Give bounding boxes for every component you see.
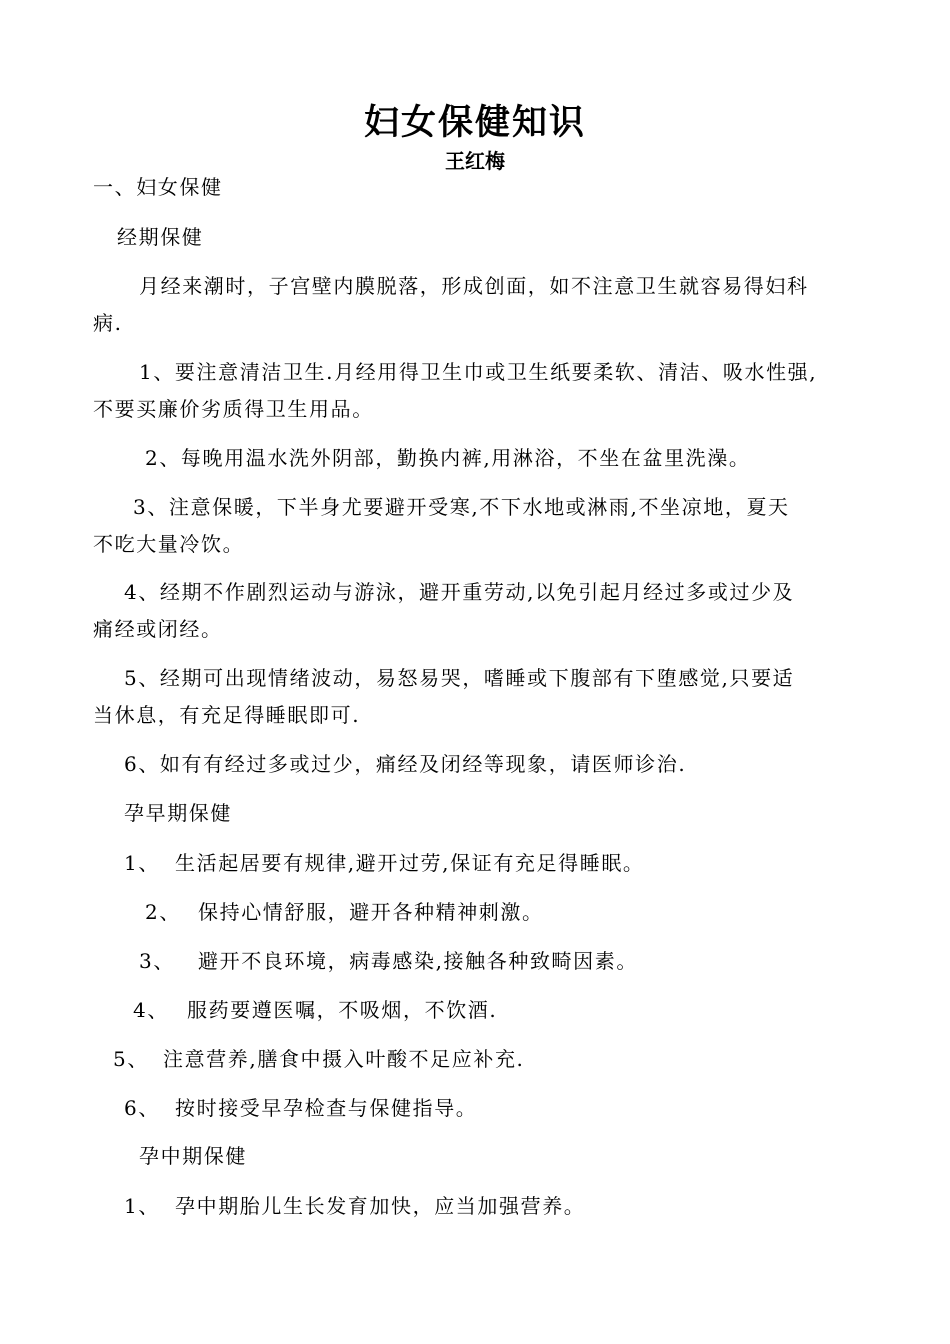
list-item-line: 2、每晚用温水洗外阴部，勤换内裤,用淋浴，不坐在盆里洗澡。 [145,446,751,470]
list-item-line: 3、注意保暖，下半身尤要避开受寒,不下水地或淋雨,不坐凉地，夏天 [133,495,790,519]
subsection-heading-mid-pregnancy: 孕中期保健 [139,1144,247,1168]
list-item-text: 孕中期胎儿生长发育加快，应当加强营养。 [175,1194,586,1218]
list-item-number: 2、 [145,900,181,924]
list-item-number: 5、 [113,1047,149,1071]
list-item-number: 1、 [124,851,160,875]
list-item-line: 不吃大量冷饮。 [93,532,245,556]
list-item-line: 5、经期可出现情绪波动，易怒易哭，嗜睡或下腹部有下堕感觉,只要适 [124,666,795,690]
list-item-line: 6、如有有经过多或过少，痛经及闭经等现象，请医师诊治. [124,752,687,776]
paragraph-line: 月经来潮时，子宫壁内膜脱落，形成创面，如不注意卫生就容易得妇科 [139,274,809,298]
list-item-text: 按时接受早孕检查与保健指导。 [175,1096,478,1120]
list-item-line: 不要买廉价劣质得卫生用品。 [93,397,374,421]
list-item-text: 服药要遵医嘱，不吸烟，不饮酒. [187,998,498,1022]
list-item-text: 注意营养,膳食中摄入叶酸不足应补充. [163,1047,525,1071]
list-item-line: 当休息，有充足得睡眠即可. [93,703,361,727]
list-item-text: 保持心情舒服，避开各种精神刺激。 [198,900,544,924]
list-item-number: 1、 [124,1194,160,1218]
section-heading: 一、妇女保健 [93,175,223,199]
list-item-line: 4、经期不作剧烈运动与游泳，避开重劳动,以免引起月经过多或过少及 [124,580,795,604]
list-item-text: 避开不良环境，病毒感染,接触各种致畸因素。 [198,949,638,973]
document-author: 王红梅 [445,149,505,173]
list-item-number: 4、 [133,998,169,1022]
list-item-line: 1、要注意清洁卫生.月经用得卫生巾或卫生纸要柔软、清洁、吸水性强, [139,360,818,384]
list-item-number: 3、 [139,949,175,973]
paragraph-line: 病. [93,311,123,335]
subsection-heading-menstrual: 经期保健 [117,225,204,249]
list-item-number: 6、 [124,1096,160,1120]
subsection-heading-early-pregnancy: 孕早期保健 [124,801,232,825]
list-item-text: 生活起居要有规律,避开过劳,保证有充足得睡眠。 [175,851,645,875]
document-title: 妇女保健知识 [363,102,586,143]
list-item-line: 痛经或闭经。 [93,617,223,641]
